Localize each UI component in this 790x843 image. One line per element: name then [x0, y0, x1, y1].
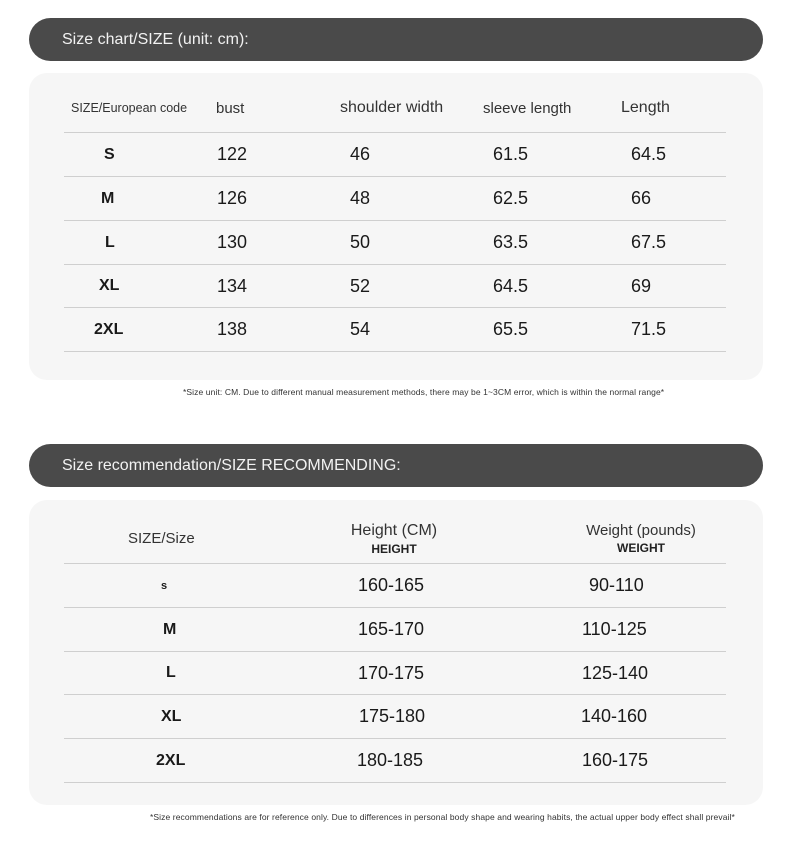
size-label: 2XL [156, 751, 186, 769]
header-height-sub: HEIGHT [371, 541, 417, 556]
header-sleeve-length: sleeve length [483, 99, 572, 117]
header-height [334, 514, 454, 563]
shoulder-value: 48 [350, 188, 371, 208]
size-chart-header-row [64, 84, 726, 133]
table-row [64, 695, 726, 739]
height-value: 165-170 [358, 619, 425, 639]
size-chart-title: Size chart/SIZE (unit: cm): [62, 31, 249, 48]
bust-value: 130 [217, 232, 248, 252]
weight-value: 140-160 [581, 706, 648, 726]
table-row [64, 608, 726, 652]
weight-value: 160-175 [582, 750, 649, 770]
size-label: M [163, 620, 177, 638]
length-value: 69 [631, 275, 652, 296]
recommendation-header-row [64, 514, 726, 564]
length-value: 64.5 [631, 144, 667, 164]
sleeve-value: 64.5 [493, 275, 529, 296]
size-label: 2XL [94, 320, 124, 338]
sleeve-value: 65.5 [493, 319, 529, 339]
length-value: 66 [631, 188, 652, 208]
size-recommendation-banner [29, 444, 763, 487]
length-value: 71.5 [631, 319, 667, 339]
sleeve-value: 61.5 [493, 144, 529, 164]
size-label: L [105, 233, 115, 251]
header-height-label: Height (CM) [350, 521, 438, 539]
table-row [64, 308, 726, 352]
size-label: XL [99, 277, 120, 294]
height-value: 160-165 [358, 575, 425, 595]
header-weight-sub: WEIGHT [617, 541, 665, 555]
size-label: L [166, 664, 176, 681]
bust-value: 134 [217, 275, 248, 296]
table-row [64, 652, 726, 695]
bust-value: 138 [217, 319, 248, 339]
table-row [64, 221, 726, 265]
header-size-european-code: SIZE/European code [71, 101, 188, 115]
table-row [64, 177, 726, 221]
size-chart-banner [29, 18, 763, 61]
size-label: XL [161, 707, 182, 725]
table-row [64, 739, 726, 783]
table-row [64, 133, 726, 177]
height-value: 170-175 [358, 662, 425, 683]
table-row [64, 564, 726, 608]
header-weight [566, 514, 716, 563]
size-recommendation-title: Size recommendation/SIZE RECOMMENDING: [62, 457, 401, 474]
shoulder-value: 50 [350, 232, 371, 252]
size-recommendation-note: *Size recommendations are for reference only. Due to differences in personal body shape and wearing habits, the actual upper body effect shall prevail* [150, 812, 735, 822]
size-chart-note: *Size unit: CM. Due to different manual measurement methods, there may be 1~3CM error, which is within the normal range* [183, 387, 665, 397]
height-value: 175-180 [359, 706, 426, 726]
size-label: s [161, 579, 168, 592]
shoulder-value: 54 [350, 319, 371, 339]
shoulder-value: 46 [350, 144, 371, 164]
size-label: S [104, 145, 115, 163]
weight-value: 110-125 [582, 619, 647, 639]
sleeve-value: 62.5 [493, 188, 529, 208]
header-length: Length [621, 99, 670, 116]
size-label: M [101, 189, 115, 207]
length-value: 67.5 [631, 232, 667, 252]
header-size: SIZE/Size [128, 530, 195, 547]
bust-value: 126 [217, 188, 248, 208]
sleeve-value: 63.5 [493, 232, 529, 252]
weight-value: 125-140 [582, 662, 649, 683]
height-value: 180-185 [357, 750, 424, 770]
header-bust: bust [216, 99, 245, 117]
weight-value: 90-110 [589, 575, 644, 595]
shoulder-value: 52 [350, 275, 371, 296]
bust-value: 122 [217, 144, 248, 164]
header-shoulder-width: shoulder width [340, 99, 444, 116]
header-weight-label: Weight (pounds) [586, 522, 696, 539]
table-row [64, 265, 726, 308]
